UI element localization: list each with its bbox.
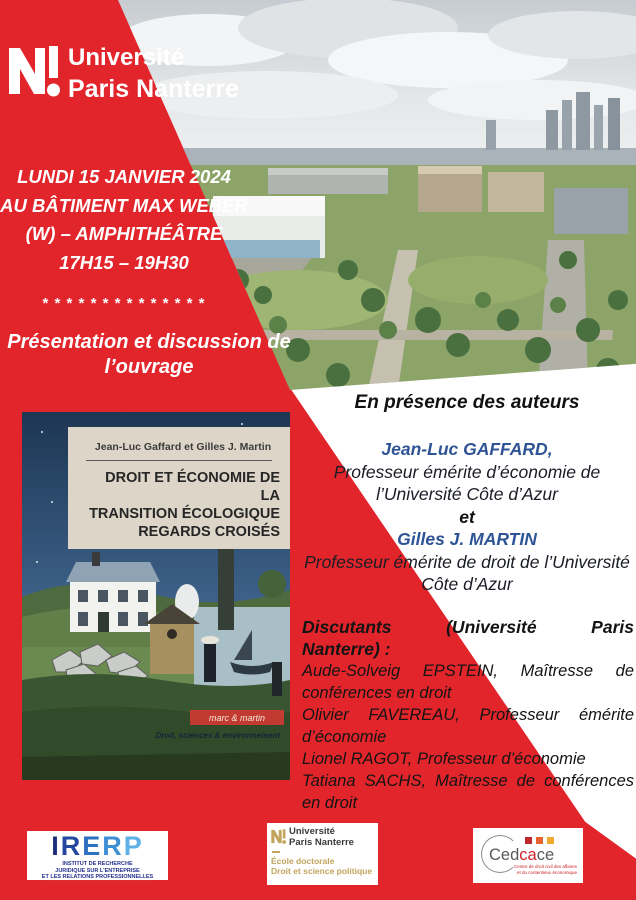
brand-line2: Paris Nanterre (68, 75, 239, 103)
author2-role-line1: Professeur émérite de droit de l’Université (304, 551, 630, 572)
author2-role-line2: Côte d’Azur (421, 574, 513, 594)
event-time: 17H15 – 19H30 (59, 251, 189, 273)
book-title-panel (68, 427, 290, 549)
ecole-brand-name: Université Paris Nanterre (289, 826, 354, 848)
cedcace-logo (473, 828, 583, 883)
discutant-item: Tatiana SACHS, Maîtresse de conférences en droit (302, 772, 634, 812)
irerp-acronym: IRERP (51, 831, 144, 861)
discutants-heading: Discutants (Université Paris Nanterre) : (302, 617, 634, 659)
cedcace-square-icon (547, 837, 554, 844)
event-info (0, 163, 248, 277)
event-date: LUNDI 15 JANVIER 2024 (17, 166, 231, 187)
authors-connector: et (459, 506, 475, 527)
brand-line1: Université (68, 44, 185, 71)
book-authors: Jean-Luc Gaffard et Gilles J. Martin (94, 441, 272, 453)
authors-heading: En présence des auteurs (354, 392, 580, 413)
author2-name: Gilles J. MARTIN (397, 529, 537, 549)
discutant-item: Lionel RAGOT, Professeur d’économie (302, 750, 586, 768)
separator-stars: * * * * * * * * * * * * * * (42, 295, 206, 312)
discutants-section (302, 616, 634, 814)
author1-role-line1: Professeur émérite d’économie de (333, 461, 601, 482)
cedcace-square-icon (525, 837, 532, 844)
book-publisher: marc & martin (208, 713, 266, 723)
book-panel-divider (86, 460, 272, 461)
authors-section (302, 392, 632, 596)
university-brand (8, 40, 239, 102)
irerp-subtitle: INSTITUT DE RECHERCHE JURIDIQUE SUR L'ENTREPRISE ET LES RELATIONS PROFESSIONNELLES (41, 861, 154, 880)
ecole-line2: Droit et science politique (271, 866, 373, 876)
cedcace-subtitle: Centre de droit civil des affaires et du contentieux économique (514, 864, 577, 875)
event-location-line2: (W) – AMPHITHÉÂTRE (25, 223, 223, 244)
event-intro (6, 330, 292, 380)
book-title: DROIT ET ÉCONOMIE DE LA TRANSITION ÉCOLOGIQUE REGARDS CROISÉS (89, 470, 280, 540)
discutant-item: Olivier FAVEREAU, Professeur émérite d’économie (302, 706, 634, 746)
event-intro-line2: l’ouvrage (104, 356, 194, 378)
paris-nanterre-logo-icon (8, 40, 60, 102)
irerp-logo (27, 831, 168, 880)
ecole-doctorale-logo (267, 823, 378, 885)
event-location-line1: AU BÂTIMENT MAX WEBER (0, 194, 248, 216)
book-collection: Droit, sciences & environnement (155, 731, 280, 740)
ecole-dash (272, 851, 280, 853)
event-intro-line1: Présentation et discussion de (7, 331, 291, 353)
ecole-line1: École doctorale (271, 856, 335, 866)
cedcace-wordmark: Cedcace (489, 846, 555, 864)
discutant-item: Aude-Solveig EPSTEIN, Maîtresse de conférences en droit (302, 662, 634, 702)
ecole-doctorale-logo-icon (271, 827, 286, 846)
book-cover (22, 412, 290, 780)
author1-name: Jean-Luc GAFFARD, (381, 439, 553, 459)
cedcace-square-icon (536, 837, 543, 844)
author1-role-line2: l’Université Côte d’Azur (376, 484, 558, 504)
